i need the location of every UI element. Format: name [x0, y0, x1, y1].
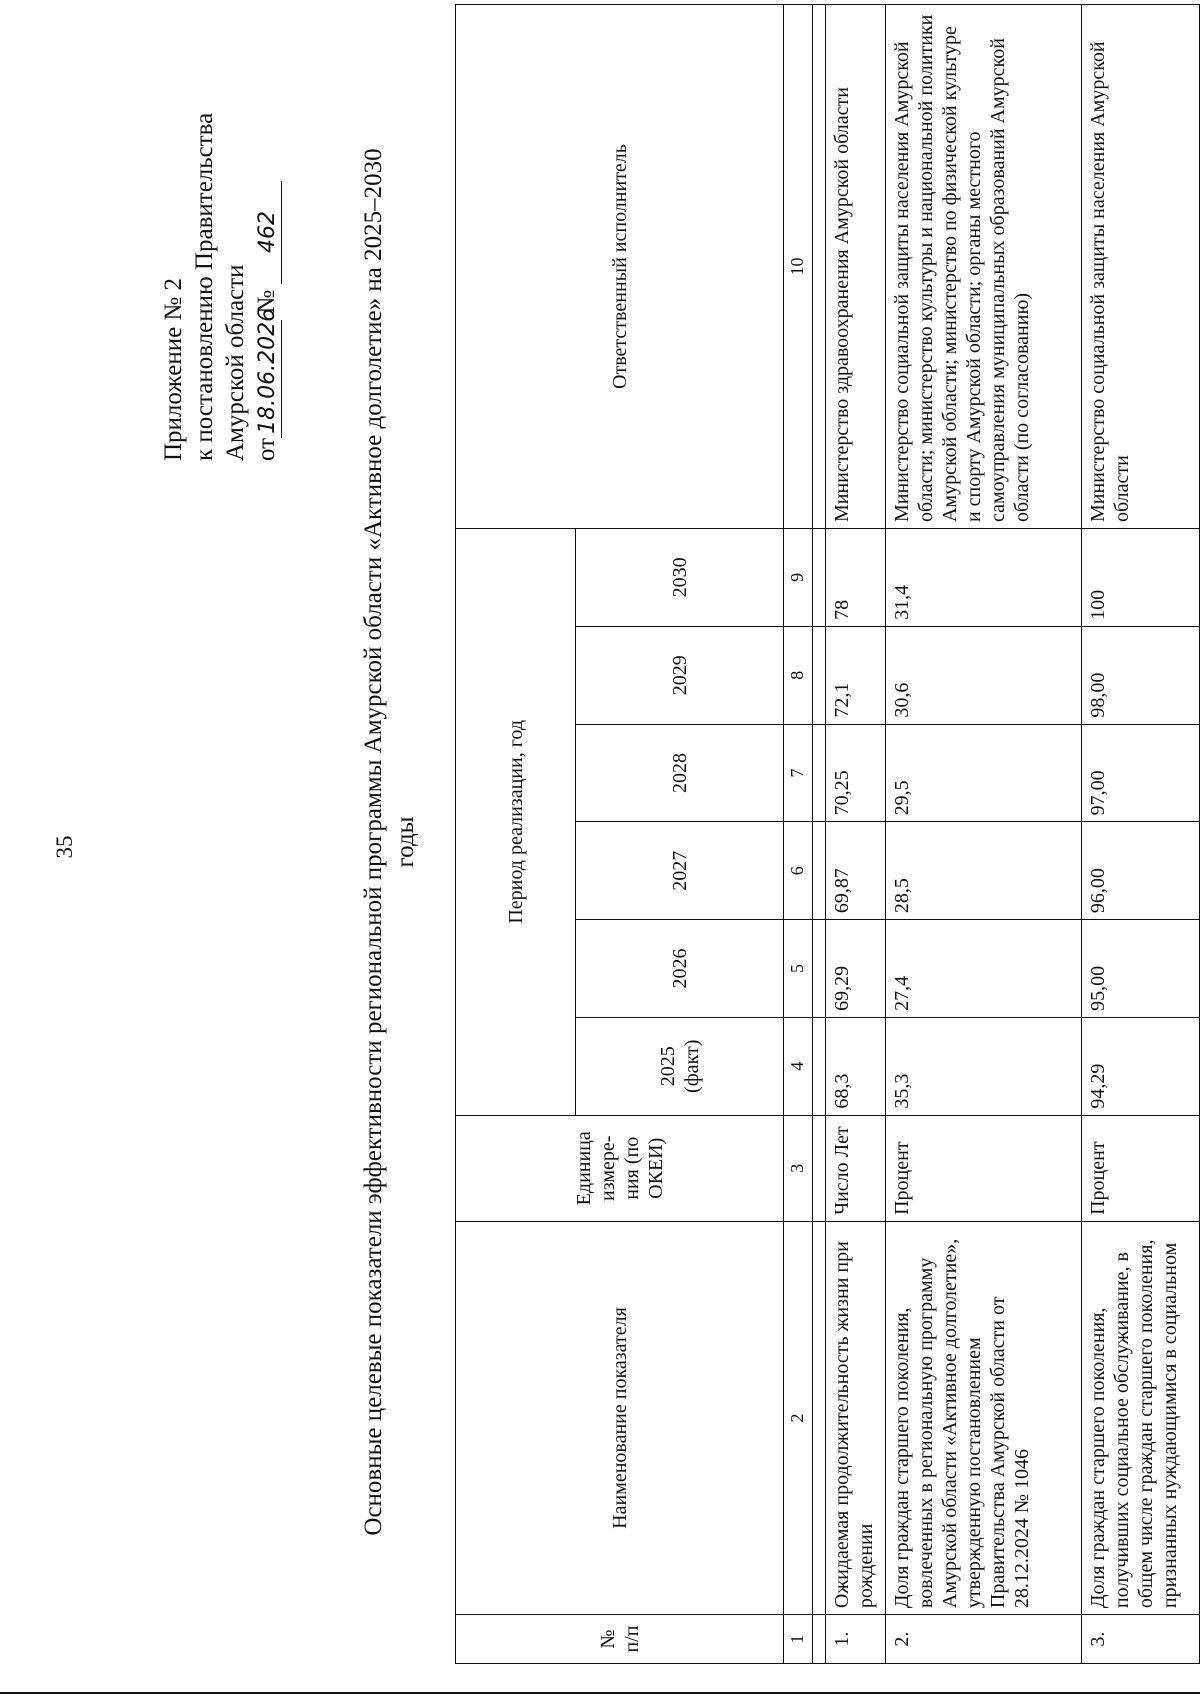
header-no: № п/п: [456, 1615, 784, 1664]
table-row: [1082, 5, 1200, 1664]
table-row: [886, 5, 1082, 1664]
header-year: 2028: [576, 724, 784, 822]
scan-edge-line: [0, 1692, 1200, 1694]
appendix-line-2: к постановлению Правительства: [191, 112, 218, 461]
value-cell: 35,3: [886, 1017, 1082, 1115]
value-cell: 96,00: [1082, 822, 1200, 920]
header-year: 2025 (факт): [576, 1017, 784, 1115]
value-cell: 30,6: [886, 626, 1082, 724]
column-number: 2: [784, 1221, 813, 1614]
column-number: 4: [784, 1017, 813, 1115]
appendix-date-line: [251, 1, 282, 461]
header-year: 2029: [576, 626, 784, 724]
value-cell: 78: [826, 529, 886, 627]
separator-row: [813, 5, 826, 1664]
table-row: [826, 5, 886, 1664]
indicators-table: [455, 4, 1200, 1664]
executor-cell: Министерство здравоохранения Амурской области: [826, 5, 886, 529]
number-prefix: №: [253, 289, 280, 314]
handwritten-date: 18.06.2026: [255, 320, 282, 438]
indicator-name: Доля граждан старшего поколения, вовлеченных в региональную программу Амурской области «Активное долголетие», утвержденную постановлением Правительства Амурской области от 28.12.2024 № 1046: [886, 1221, 1082, 1614]
column-number: 5: [784, 920, 813, 1018]
column-number: 1: [784, 1615, 813, 1664]
header-executor: Ответственный исполнитель: [456, 5, 784, 529]
appendix-line-3: Амурской области: [222, 264, 249, 461]
executor-cell: Министерство социальной защиты населения Амурской области; министерство культуры и национальной политики Амурской области; министерство по физической культуре и спорту Амурской области; органы местного самоуправления муниципальных образований Амурской области (по согласованию): [886, 5, 1082, 529]
header-year: 2026: [576, 920, 784, 1018]
unit-cell: Процент: [1082, 1115, 1200, 1221]
column-number: 6: [784, 822, 813, 920]
column-number: 7: [784, 724, 813, 822]
value-cell: 70,25: [826, 724, 886, 822]
value-cell: 97,00: [1082, 724, 1200, 822]
column-number: 8: [784, 626, 813, 724]
value-cell: 69,29: [826, 920, 886, 1018]
row-number: 2.: [886, 1615, 1082, 1664]
header-unit: Единица измере-ния (по ОКЕИ): [456, 1115, 784, 1221]
value-cell: 28,5: [886, 822, 1082, 920]
date-prefix: от: [253, 437, 280, 461]
row-number: 1.: [826, 1615, 886, 1664]
column-number: 3: [784, 1115, 813, 1221]
header-row-1: [456, 5, 576, 1664]
unit-cell: Число Лет: [826, 1115, 886, 1221]
value-cell: 68,3: [826, 1017, 886, 1115]
page-number: 35: [52, 835, 77, 859]
value-cell: 94,29: [1082, 1017, 1200, 1115]
value-cell: 31,4: [886, 529, 1082, 627]
value-cell: 98,00: [1082, 626, 1200, 724]
value-cell: 100: [1082, 529, 1200, 627]
indicator-name: Доля граждан старшего поколения, получивших социальное обслуживание, в общем числе граждан старшего поколения, признанных нуждающимися в социальном: [1082, 1221, 1200, 1614]
header-name: Наименование показателя: [456, 1221, 784, 1614]
column-numbers-row: [784, 5, 813, 1664]
header-year: 2027: [576, 822, 784, 920]
value-cell: 72,1: [826, 626, 886, 724]
column-number: 9: [784, 529, 813, 627]
handwritten-number: 462: [255, 181, 282, 284]
value-cell: 29,5: [886, 724, 1082, 822]
unit-cell: Процент: [886, 1115, 1082, 1221]
value-cell: 95,00: [1082, 920, 1200, 1018]
executor-cell: Министерство социальной защиты населения Амурской области: [1082, 5, 1200, 529]
row-number: 3.: [1082, 1615, 1200, 1664]
appendix-block: [158, 1, 282, 461]
header-period: Период реализации, год: [456, 529, 576, 1116]
column-number: 10: [784, 5, 813, 529]
header-year: 2030: [576, 529, 784, 627]
indicator-name: Ожидаемая продолжительность жизни при рождении: [826, 1221, 886, 1614]
appendix-line-1: Приложение № 2: [160, 277, 187, 461]
value-cell: 69,87: [826, 822, 886, 920]
document-title: Основные целевые показатели эффективности региональной программы Амурской области «Активное долголетие» на 2025–2030 годы: [360, 148, 419, 1536]
value-cell: 27,4: [886, 920, 1082, 1018]
